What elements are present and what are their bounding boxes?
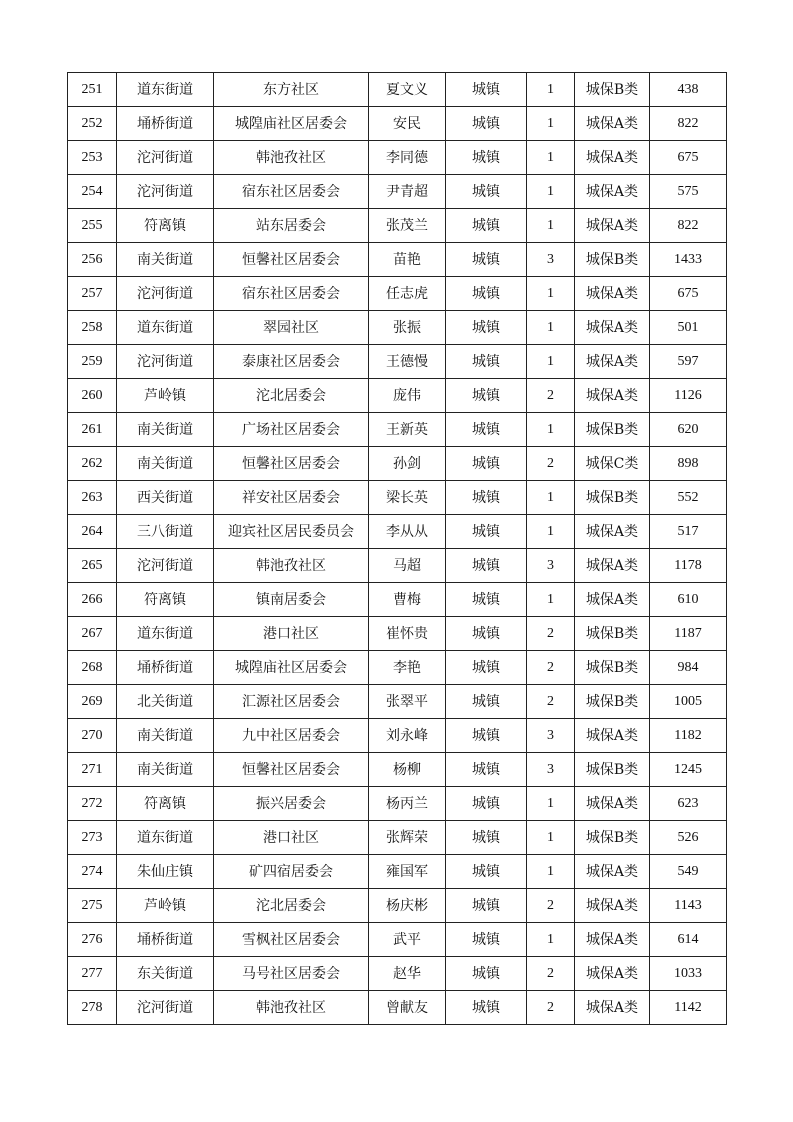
household-size-cell: 1	[527, 311, 575, 345]
area-type-cell: 城镇	[446, 447, 527, 481]
table-row	[68, 583, 727, 617]
subdistrict-cell: 埇桥街道	[117, 923, 214, 957]
name-cell: 李从从	[369, 515, 446, 549]
community-cell: 韩池孜社区	[214, 141, 369, 175]
subdistrict-cell: 埇桥街道	[117, 651, 214, 685]
name-cell: 杨庆彬	[369, 889, 446, 923]
subdistrict-cell: 埇桥街道	[117, 107, 214, 141]
row-number: 264	[68, 515, 117, 549]
category-cell: 城保A类	[575, 209, 650, 243]
subdistrict-cell: 道东街道	[117, 821, 214, 855]
area-type-cell: 城镇	[446, 651, 527, 685]
category-cell: 城保A类	[575, 277, 650, 311]
community-cell: 恒馨社区居委会	[214, 753, 369, 787]
category-cell: 城保A类	[575, 175, 650, 209]
category-cell: 城保B类	[575, 243, 650, 277]
community-cell: 广场社区居委会	[214, 413, 369, 447]
community-cell: 镇南居委会	[214, 583, 369, 617]
area-type-cell: 城镇	[446, 209, 527, 243]
amount-cell: 517	[650, 515, 727, 549]
table-row	[68, 889, 727, 923]
row-number: 272	[68, 787, 117, 821]
name-cell: 武平	[369, 923, 446, 957]
row-number: 277	[68, 957, 117, 991]
household-size-cell: 3	[527, 753, 575, 787]
community-cell: 迎宾社区居民委员会	[214, 515, 369, 549]
household-size-cell: 1	[527, 583, 575, 617]
category-cell: 城保C类	[575, 447, 650, 481]
table-row	[68, 719, 727, 753]
table-row	[68, 345, 727, 379]
area-type-cell: 城镇	[446, 617, 527, 651]
category-cell: 城保A类	[575, 515, 650, 549]
row-number: 270	[68, 719, 117, 753]
area-type-cell: 城镇	[446, 175, 527, 209]
community-cell: 港口社区	[214, 617, 369, 651]
roster-table	[67, 72, 727, 1025]
household-size-cell: 2	[527, 991, 575, 1025]
area-type-cell: 城镇	[446, 855, 527, 889]
area-type-cell: 城镇	[446, 379, 527, 413]
household-size-cell: 2	[527, 889, 575, 923]
amount-cell: 1187	[650, 617, 727, 651]
name-cell: 苗艳	[369, 243, 446, 277]
name-cell: 夏文义	[369, 73, 446, 107]
category-cell: 城保A类	[575, 583, 650, 617]
community-cell: 韩池孜社区	[214, 549, 369, 583]
area-type-cell: 城镇	[446, 889, 527, 923]
area-type-cell: 城镇	[446, 73, 527, 107]
household-size-cell: 1	[527, 481, 575, 515]
household-size-cell: 2	[527, 447, 575, 481]
subdistrict-cell: 朱仙庄镇	[117, 855, 214, 889]
community-cell: 站东居委会	[214, 209, 369, 243]
row-number: 271	[68, 753, 117, 787]
area-type-cell: 城镇	[446, 719, 527, 753]
amount-cell: 984	[650, 651, 727, 685]
name-cell: 曹梅	[369, 583, 446, 617]
category-cell: 城保A类	[575, 379, 650, 413]
name-cell: 王德慢	[369, 345, 446, 379]
subdistrict-cell: 东关街道	[117, 957, 214, 991]
amount-cell: 822	[650, 107, 727, 141]
category-cell: 城保A类	[575, 889, 650, 923]
household-size-cell: 1	[527, 209, 575, 243]
community-cell: 港口社区	[214, 821, 369, 855]
category-cell: 城保A类	[575, 311, 650, 345]
name-cell: 张茂兰	[369, 209, 446, 243]
subdistrict-cell: 西关街道	[117, 481, 214, 515]
community-cell: 矿四宿居委会	[214, 855, 369, 889]
subdistrict-cell: 符离镇	[117, 583, 214, 617]
name-cell: 梁长英	[369, 481, 446, 515]
name-cell: 任志虎	[369, 277, 446, 311]
subdistrict-cell: 符离镇	[117, 787, 214, 821]
category-cell: 城保A类	[575, 855, 650, 889]
table-row	[68, 515, 727, 549]
row-number: 257	[68, 277, 117, 311]
amount-cell: 597	[650, 345, 727, 379]
area-type-cell: 城镇	[446, 957, 527, 991]
subdistrict-cell: 沱河街道	[117, 277, 214, 311]
household-size-cell: 2	[527, 685, 575, 719]
community-cell: 汇源社区居委会	[214, 685, 369, 719]
category-cell: 城保B类	[575, 481, 650, 515]
category-cell: 城保A类	[575, 957, 650, 991]
table-row	[68, 651, 727, 685]
community-cell: 泰康社区居委会	[214, 345, 369, 379]
community-cell: 城隍庙社区居委会	[214, 107, 369, 141]
amount-cell: 1033	[650, 957, 727, 991]
subdistrict-cell: 芦岭镇	[117, 889, 214, 923]
category-cell: 城保A类	[575, 719, 650, 753]
amount-cell: 614	[650, 923, 727, 957]
row-number: 262	[68, 447, 117, 481]
area-type-cell: 城镇	[446, 991, 527, 1025]
table-row	[68, 175, 727, 209]
row-number: 252	[68, 107, 117, 141]
name-cell: 雍国军	[369, 855, 446, 889]
category-cell: 城保B类	[575, 617, 650, 651]
category-cell: 城保B类	[575, 651, 650, 685]
amount-cell: 1005	[650, 685, 727, 719]
amount-cell: 1433	[650, 243, 727, 277]
amount-cell: 1143	[650, 889, 727, 923]
household-size-cell: 3	[527, 549, 575, 583]
category-cell: 城保A类	[575, 549, 650, 583]
row-number: 274	[68, 855, 117, 889]
household-size-cell: 1	[527, 277, 575, 311]
row-number: 268	[68, 651, 117, 685]
table-row	[68, 413, 727, 447]
row-number: 251	[68, 73, 117, 107]
household-size-cell: 1	[527, 107, 575, 141]
row-number: 276	[68, 923, 117, 957]
amount-cell: 1126	[650, 379, 727, 413]
amount-cell: 526	[650, 821, 727, 855]
community-cell: 恒馨社区居委会	[214, 243, 369, 277]
name-cell: 马超	[369, 549, 446, 583]
subdistrict-cell: 沱河街道	[117, 991, 214, 1025]
subdistrict-cell: 沱河街道	[117, 141, 214, 175]
table-row	[68, 311, 727, 345]
table-row	[68, 447, 727, 481]
household-size-cell: 1	[527, 515, 575, 549]
row-number: 261	[68, 413, 117, 447]
community-cell: 宿东社区居委会	[214, 277, 369, 311]
household-size-cell: 2	[527, 957, 575, 991]
household-size-cell: 1	[527, 141, 575, 175]
area-type-cell: 城镇	[446, 549, 527, 583]
table-row	[68, 991, 727, 1025]
subdistrict-cell: 北关街道	[117, 685, 214, 719]
table-row	[68, 73, 727, 107]
amount-cell: 675	[650, 141, 727, 175]
amount-cell: 575	[650, 175, 727, 209]
community-cell: 马号社区居委会	[214, 957, 369, 991]
community-cell: 振兴居委会	[214, 787, 369, 821]
table-row	[68, 141, 727, 175]
row-number: 256	[68, 243, 117, 277]
household-size-cell: 2	[527, 617, 575, 651]
subdistrict-cell: 三八街道	[117, 515, 214, 549]
name-cell: 杨柳	[369, 753, 446, 787]
table-row	[68, 753, 727, 787]
table-row	[68, 277, 727, 311]
area-type-cell: 城镇	[446, 753, 527, 787]
name-cell: 尹青超	[369, 175, 446, 209]
row-number: 275	[68, 889, 117, 923]
subdistrict-cell: 沱河街道	[117, 175, 214, 209]
amount-cell: 438	[650, 73, 727, 107]
subdistrict-cell: 南关街道	[117, 447, 214, 481]
row-number: 255	[68, 209, 117, 243]
community-cell: 东方社区	[214, 73, 369, 107]
household-size-cell: 2	[527, 379, 575, 413]
category-cell: 城保B类	[575, 73, 650, 107]
household-size-cell: 3	[527, 243, 575, 277]
community-cell: 恒馨社区居委会	[214, 447, 369, 481]
subdistrict-cell: 沱河街道	[117, 549, 214, 583]
community-cell: 沱北居委会	[214, 379, 369, 413]
subdistrict-cell: 道东街道	[117, 617, 214, 651]
row-number: 260	[68, 379, 117, 413]
name-cell: 孙剑	[369, 447, 446, 481]
category-cell: 城保B类	[575, 413, 650, 447]
name-cell: 崔怀贵	[369, 617, 446, 651]
community-cell: 沱北居委会	[214, 889, 369, 923]
table-row	[68, 821, 727, 855]
area-type-cell: 城镇	[446, 243, 527, 277]
table-row	[68, 243, 727, 277]
community-cell: 韩池孜社区	[214, 991, 369, 1025]
household-size-cell: 3	[527, 719, 575, 753]
name-cell: 刘永峰	[369, 719, 446, 753]
category-cell: 城保B类	[575, 685, 650, 719]
name-cell: 庞伟	[369, 379, 446, 413]
table-row	[68, 957, 727, 991]
amount-cell: 623	[650, 787, 727, 821]
subdistrict-cell: 沱河街道	[117, 345, 214, 379]
household-size-cell: 1	[527, 413, 575, 447]
community-cell: 九中社区居委会	[214, 719, 369, 753]
row-number: 269	[68, 685, 117, 719]
amount-cell: 1142	[650, 991, 727, 1025]
area-type-cell: 城镇	[446, 481, 527, 515]
table-row	[68, 617, 727, 651]
community-cell: 翠园社区	[214, 311, 369, 345]
household-size-cell: 1	[527, 345, 575, 379]
row-number: 267	[68, 617, 117, 651]
area-type-cell: 城镇	[446, 311, 527, 345]
name-cell: 李艳	[369, 651, 446, 685]
area-type-cell: 城镇	[446, 345, 527, 379]
subdistrict-cell: 道东街道	[117, 73, 214, 107]
name-cell: 李同德	[369, 141, 446, 175]
subdistrict-cell: 南关街道	[117, 753, 214, 787]
row-number: 254	[68, 175, 117, 209]
category-cell: 城保A类	[575, 345, 650, 379]
household-size-cell: 1	[527, 73, 575, 107]
table-row	[68, 107, 727, 141]
name-cell: 安民	[369, 107, 446, 141]
community-cell: 雪枫社区居委会	[214, 923, 369, 957]
name-cell: 曾献友	[369, 991, 446, 1025]
area-type-cell: 城镇	[446, 515, 527, 549]
table-row	[68, 481, 727, 515]
category-cell: 城保B类	[575, 753, 650, 787]
community-cell: 宿东社区居委会	[214, 175, 369, 209]
table-row	[68, 209, 727, 243]
subdistrict-cell: 南关街道	[117, 413, 214, 447]
household-size-cell: 1	[527, 855, 575, 889]
row-number: 273	[68, 821, 117, 855]
category-cell: 城保A类	[575, 107, 650, 141]
household-size-cell: 1	[527, 175, 575, 209]
amount-cell: 675	[650, 277, 727, 311]
category-cell: 城保A类	[575, 991, 650, 1025]
amount-cell: 552	[650, 481, 727, 515]
name-cell: 张辉荣	[369, 821, 446, 855]
row-number: 258	[68, 311, 117, 345]
table-row	[68, 549, 727, 583]
amount-cell: 1178	[650, 549, 727, 583]
row-number: 266	[68, 583, 117, 617]
household-size-cell: 1	[527, 787, 575, 821]
amount-cell: 1245	[650, 753, 727, 787]
subdistrict-cell: 南关街道	[117, 719, 214, 753]
roster-body	[68, 73, 727, 1025]
area-type-cell: 城镇	[446, 583, 527, 617]
subdistrict-cell: 符离镇	[117, 209, 214, 243]
amount-cell: 620	[650, 413, 727, 447]
amount-cell: 501	[650, 311, 727, 345]
roster-sheet	[67, 72, 726, 1025]
row-number: 263	[68, 481, 117, 515]
name-cell: 杨丙兰	[369, 787, 446, 821]
table-row	[68, 787, 727, 821]
amount-cell: 610	[650, 583, 727, 617]
row-number: 265	[68, 549, 117, 583]
table-row	[68, 379, 727, 413]
amount-cell: 549	[650, 855, 727, 889]
table-row	[68, 855, 727, 889]
row-number: 278	[68, 991, 117, 1025]
table-row	[68, 685, 727, 719]
area-type-cell: 城镇	[446, 413, 527, 447]
category-cell: 城保A类	[575, 923, 650, 957]
name-cell: 张翠平	[369, 685, 446, 719]
household-size-cell: 2	[527, 651, 575, 685]
name-cell: 赵华	[369, 957, 446, 991]
table-row	[68, 923, 727, 957]
amount-cell: 822	[650, 209, 727, 243]
row-number: 253	[68, 141, 117, 175]
area-type-cell: 城镇	[446, 107, 527, 141]
name-cell: 张振	[369, 311, 446, 345]
area-type-cell: 城镇	[446, 277, 527, 311]
subdistrict-cell: 道东街道	[117, 311, 214, 345]
amount-cell: 898	[650, 447, 727, 481]
row-number: 259	[68, 345, 117, 379]
area-type-cell: 城镇	[446, 141, 527, 175]
area-type-cell: 城镇	[446, 685, 527, 719]
name-cell: 王新英	[369, 413, 446, 447]
area-type-cell: 城镇	[446, 787, 527, 821]
community-cell: 祥安社区居委会	[214, 481, 369, 515]
category-cell: 城保A类	[575, 787, 650, 821]
household-size-cell: 1	[527, 821, 575, 855]
community-cell: 城隍庙社区居委会	[214, 651, 369, 685]
category-cell: 城保A类	[575, 141, 650, 175]
subdistrict-cell: 芦岭镇	[117, 379, 214, 413]
amount-cell: 1182	[650, 719, 727, 753]
subdistrict-cell: 南关街道	[117, 243, 214, 277]
area-type-cell: 城镇	[446, 821, 527, 855]
area-type-cell: 城镇	[446, 923, 527, 957]
category-cell: 城保B类	[575, 821, 650, 855]
household-size-cell: 1	[527, 923, 575, 957]
